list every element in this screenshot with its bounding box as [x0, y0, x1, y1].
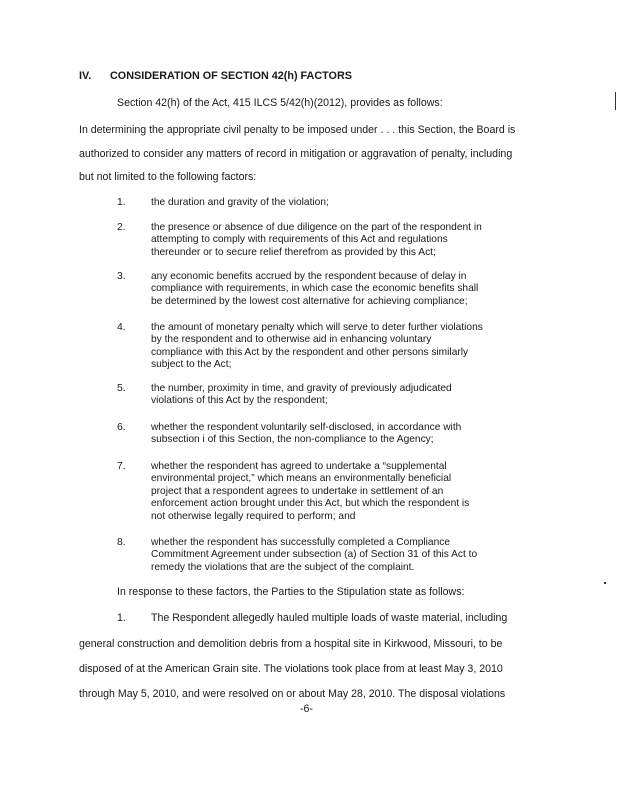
response-number: 1.: [117, 612, 126, 624]
quote-line-3: but not limited to the following factors:: [79, 171, 257, 183]
factor-text: [151, 222, 513, 259]
factor-line: whether the respondent has agreed to undertake a “supplemental: [151, 461, 447, 472]
factor-number: 5.: [117, 383, 126, 394]
factor-number: 2.: [117, 222, 126, 233]
section-number: IV.: [79, 70, 92, 82]
scan-mark: [604, 582, 606, 584]
factor-number: 6.: [117, 422, 126, 433]
factor-line: be determined by the lowest cost alternative for achieving compliance;: [151, 295, 468, 307]
factor-line: thereunder or to secure relief therefrom as provided by this Act;: [151, 246, 436, 258]
section-title: CONSIDERATION OF SECTION 42(h) FACTORS: [110, 70, 352, 82]
factor-text: [151, 197, 513, 209]
factor-line: enforcement action brought under this Act, but which the respondent is: [151, 498, 470, 510]
factor-line: the duration and gravity of the violation;: [151, 197, 329, 208]
factor-line: remedy the violations that are the subject of the complaint.: [151, 561, 415, 573]
factor-line: subject to the Act;: [151, 359, 232, 371]
quote-line-1: In determining the appropriate civil penalty to be imposed under . . . this Section, the Board is: [79, 124, 516, 136]
factor-line: by the respondent and to otherwise aid in enhancing voluntary: [151, 334, 432, 346]
factor-line: the number, proximity in time, and gravity of previously adjudicated: [151, 383, 452, 394]
response-first-line: The Respondent allegedly hauled multiple loads of waste material, including: [151, 612, 508, 624]
factor-line: the presence or absence of due diligence on the part of the respondent in: [151, 222, 482, 233]
factor-number: 7.: [117, 461, 126, 472]
factor-number: 8.: [117, 537, 126, 548]
factor-text: [151, 422, 513, 447]
factor-number: 3.: [117, 271, 126, 282]
factor-line: the amount of monetary penalty which will serve to deter further violations: [151, 322, 483, 333]
response-intro: In response to these factors, the Parties to the Stipulation state as follows:: [117, 586, 465, 598]
intro-line: Section 42(h) of the Act, 415 ILCS 5/42(h)(2012), provides as follows:: [117, 97, 443, 109]
factor-number: 4.: [117, 322, 126, 333]
factor-line: whether the respondent voluntarily self-disclosed, in accordance with: [151, 422, 462, 433]
response-line-3: disposed of at the American Grain site. The violations took place from at least May 3, 2010: [79, 663, 503, 675]
factor-text: [151, 322, 513, 372]
page-number: -6-: [300, 703, 313, 715]
factor-line: subsection i of this Section, the non-compliance to the Agency;: [151, 434, 434, 446]
factor-text: [151, 383, 513, 408]
factor-text: [151, 271, 513, 308]
factor-number: 1.: [117, 197, 126, 208]
scan-mark: [615, 92, 616, 110]
factor-line: project that a respondent agrees to undertake in settlement of an: [151, 485, 444, 497]
factor-text: [151, 537, 513, 574]
factor-line: environmental project,” which means an environmentally beneficial: [151, 473, 452, 485]
factor-line: attempting to comply with requirements of this Act and regulations: [151, 234, 448, 246]
factor-line: violations of this Act by the respondent;: [151, 395, 328, 407]
factor-line: whether the respondent has successfully completed a Compliance: [151, 537, 450, 548]
response-line-2: general construction and demolition debris from a hospital site in Kirkwood, Missouri, to be: [79, 638, 503, 650]
factor-text: [151, 461, 513, 523]
factor-line: not otherwise legally required to perform; and: [151, 510, 356, 522]
factor-line: compliance with this Act by the respondent and other persons similarly: [151, 346, 469, 358]
factor-line: compliance with requirements, in which case the economic benefits shall: [151, 283, 479, 295]
factor-line: Commitment Agreement under subsection (a) of Section 31 of this Act to: [151, 549, 478, 561]
factor-line: any economic benefits accrued by the respondent because of delay in: [151, 271, 467, 282]
response-line-4: through May 5, 2010, and were resolved on or about May 28, 2010. The disposal violations: [79, 688, 506, 700]
quote-line-2: authorized to consider any matters of record in mitigation or aggravation of penalty, including: [79, 148, 513, 160]
